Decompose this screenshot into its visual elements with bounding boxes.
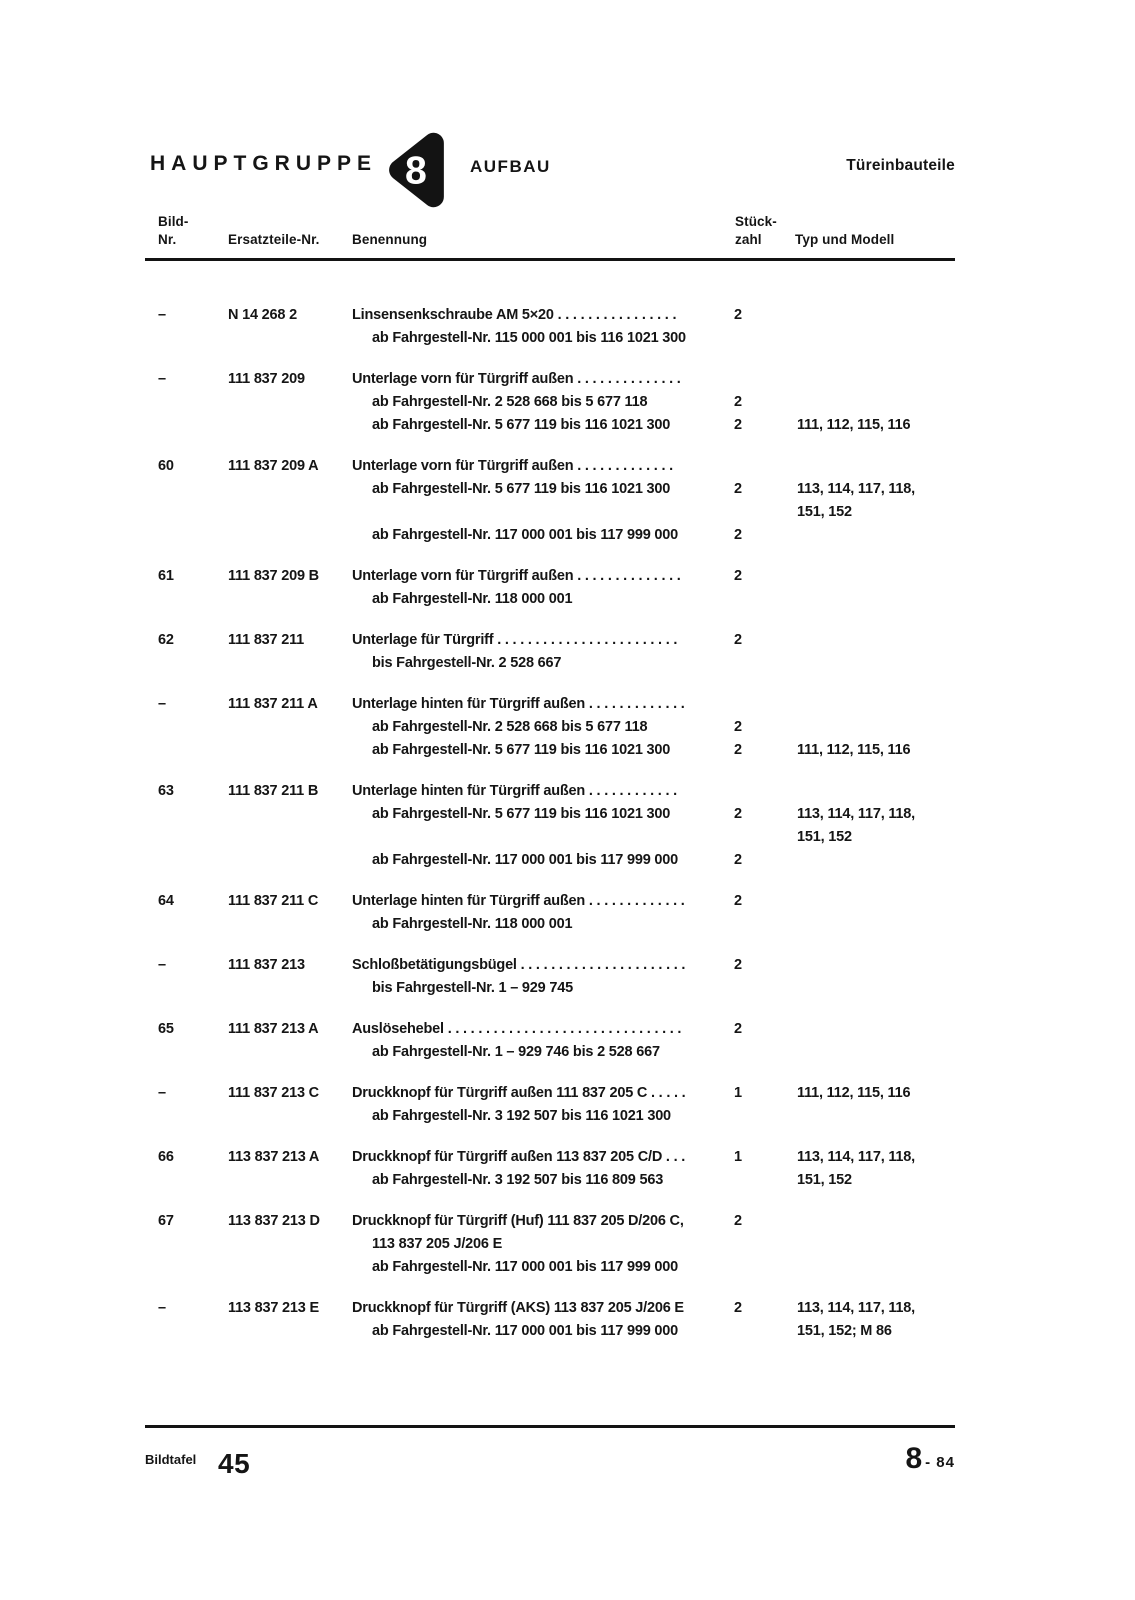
- bild-nr-cell: –: [158, 371, 166, 387]
- table-line: [158, 1041, 958, 1064]
- table-line: [158, 501, 958, 524]
- model-cell: [797, 1018, 958, 1041]
- table-line: [158, 414, 958, 437]
- table-line: [158, 803, 958, 826]
- quantity-cell: [734, 826, 797, 849]
- description-cell: Unterlage vorn für Türgriff außen . . . . . . . . . . . . . .: [352, 371, 681, 387]
- part-number-cell: 111 837 213 A: [228, 1021, 319, 1037]
- bild-nr-cell: 66: [158, 1149, 174, 1165]
- table-row: [158, 693, 958, 762]
- table-line: [158, 1233, 958, 1256]
- quantity-cell: 2: [734, 632, 742, 648]
- bild-nr-cell: –: [158, 957, 166, 973]
- bild-nr-cell: [158, 524, 228, 547]
- description-cell: Druckknopf für Türgriff (Huf) 111 837 205 D/206 C,: [352, 1213, 684, 1229]
- model-cell: 111, 112, 115, 116: [797, 417, 911, 433]
- model-cell: [797, 849, 958, 872]
- model-cell: [797, 1233, 958, 1256]
- description-cell: ab Fahrgestell-Nr. 5 677 119 bis 116 1021 300: [372, 481, 671, 497]
- model-cell: [797, 716, 958, 739]
- table-line: [158, 716, 958, 739]
- description-cell: ab Fahrgestell-Nr. 117 000 001 bis 117 999 000: [372, 1259, 678, 1275]
- quantity-cell: 2: [734, 852, 742, 868]
- model-cell: [797, 1105, 958, 1128]
- part-number-cell: N 14 268 2: [228, 307, 297, 323]
- part-number-cell: [228, 524, 352, 547]
- model-cell: [797, 588, 958, 611]
- model-cell: 111, 112, 115, 116: [797, 1085, 911, 1101]
- part-number-cell: [228, 588, 352, 611]
- column-header-benennung: Benennung: [352, 232, 428, 247]
- quantity-cell: [734, 455, 797, 478]
- quantity-cell: 2: [734, 806, 742, 822]
- header-rule: [145, 258, 955, 261]
- description-cell: bis Fahrgestell-Nr. 2 528 667: [372, 655, 562, 671]
- quantity-cell: 2: [734, 1213, 742, 1229]
- quantity-cell: [734, 327, 797, 350]
- column-header-ersatzteile: Ersatzteile-Nr.: [228, 232, 320, 247]
- table-line: [158, 1169, 958, 1192]
- model-cell: [797, 304, 958, 327]
- group-number-badge-icon: [386, 130, 448, 210]
- quantity-cell: 1: [734, 1149, 742, 1165]
- quantity-cell: 2: [734, 394, 742, 410]
- table-row: [158, 1082, 958, 1128]
- bild-nr-cell: 63: [158, 783, 174, 799]
- bild-nr-cell: [158, 478, 228, 501]
- quantity-cell: [734, 1041, 797, 1064]
- description-cell: ab Fahrgestell-Nr. 118 000 001: [372, 591, 573, 607]
- bild-nr-cell: –: [158, 307, 166, 323]
- model-cell: [797, 368, 958, 391]
- table-line: [158, 977, 958, 1000]
- part-number-cell: [228, 826, 352, 849]
- description-cell: Druckknopf für Türgriff (AKS) 113 837 205 J/206 E: [352, 1300, 684, 1316]
- model-cell: 113, 114, 117, 118,: [797, 1300, 915, 1316]
- quantity-cell: [734, 588, 797, 611]
- table-row: [158, 1210, 958, 1279]
- table-line: [158, 1297, 958, 1320]
- model-cell: 151, 152: [797, 504, 852, 520]
- bild-nr-cell: [158, 1256, 228, 1279]
- model-cell: [797, 954, 958, 977]
- bild-nr-cell: 60: [158, 458, 174, 474]
- quantity-cell: 2: [734, 719, 742, 735]
- model-cell: [797, 391, 958, 414]
- bild-nr-cell: [158, 826, 228, 849]
- bild-nr-cell: [158, 977, 228, 1000]
- bild-nr-cell: 64: [158, 893, 174, 909]
- model-cell: [797, 455, 958, 478]
- table-line: [158, 913, 958, 936]
- bild-nr-cell: 61: [158, 568, 174, 584]
- quantity-cell: [734, 501, 797, 524]
- part-number-cell: [228, 977, 352, 1000]
- description-cell: Unterlage vorn für Türgriff außen . . . . . . . . . . . . . .: [352, 568, 681, 584]
- model-cell: [797, 780, 958, 803]
- model-cell: 151, 152; M 86: [797, 1323, 892, 1339]
- part-number-cell: [228, 739, 352, 762]
- table-row: [158, 565, 958, 611]
- table-row: [158, 1297, 958, 1343]
- parts-table: [158, 304, 958, 1361]
- quantity-cell: [734, 913, 797, 936]
- part-number-cell: 111 837 213: [228, 957, 305, 973]
- quantity-cell: [734, 780, 797, 803]
- model-cell: [797, 1041, 958, 1064]
- part-number-cell: [228, 1256, 352, 1279]
- column-header-typ-modell: Typ und Modell: [795, 232, 895, 247]
- description-cell: ab Fahrgestell-Nr. 5 677 119 bis 116 1021 300: [372, 742, 671, 758]
- part-number-cell: [228, 478, 352, 501]
- page-number-suffix: - 84: [925, 1454, 955, 1471]
- quantity-cell: [734, 1105, 797, 1128]
- table-line: [158, 1320, 958, 1343]
- bild-nr-cell: [158, 739, 228, 762]
- quantity-cell: 2: [734, 568, 742, 584]
- table-line: [158, 1210, 958, 1233]
- bild-nr-cell: [158, 1320, 228, 1343]
- quantity-cell: 2: [734, 1021, 742, 1037]
- part-number-cell: [228, 849, 352, 872]
- quantity-cell: [734, 652, 797, 675]
- bild-nr-cell: [158, 391, 228, 414]
- quantity-cell: 2: [734, 893, 742, 909]
- page-number-group: 8: [905, 1442, 923, 1475]
- part-number-cell: [228, 1320, 352, 1343]
- table-line: [158, 780, 958, 803]
- bild-nr-cell: [158, 1233, 228, 1256]
- part-number-cell: [228, 913, 352, 936]
- description-cell: Druckknopf für Türgriff außen 111 837 205 C . . . . .: [352, 1085, 686, 1101]
- bildtafel-number: 45: [218, 1448, 251, 1479]
- part-number-cell: [228, 501, 352, 524]
- description-cell: Druckknopf für Türgriff außen 113 837 205 C/D . . .: [352, 1149, 686, 1165]
- bild-nr-cell: [158, 414, 228, 437]
- description-cell: Auslösehebel . . . . . . . . . . . . . . . . . . . . . . . . . . . . . . .: [352, 1021, 682, 1037]
- table-row: [158, 304, 958, 350]
- column-header-stueckzahl-line1: Stück-: [735, 214, 777, 229]
- column-header-stueckzahl-line2: zahl: [735, 232, 762, 247]
- table-row: [158, 368, 958, 437]
- table-line: [158, 524, 958, 547]
- model-cell: [797, 1256, 958, 1279]
- quantity-cell: [734, 693, 797, 716]
- part-number-cell: [228, 1105, 352, 1128]
- description-cell: Unterlage hinten für Türgriff außen . . . . . . . . . . . .: [352, 783, 677, 799]
- bild-nr-cell: [158, 1169, 228, 1192]
- description-cell: [352, 501, 734, 524]
- table-line: [158, 826, 958, 849]
- column-header-bild-line2: Nr.: [158, 232, 177, 247]
- section-label: AUFBAU: [470, 157, 551, 176]
- quantity-cell: [734, 1256, 797, 1279]
- description-cell: Unterlage hinten für Türgriff außen . . . . . . . . . . . . .: [352, 696, 685, 712]
- part-number-cell: 111 837 209 B: [228, 568, 319, 584]
- quantity-cell: [734, 1233, 797, 1256]
- model-cell: [797, 565, 958, 588]
- part-number-cell: 111 837 211: [228, 632, 305, 648]
- table-line: [158, 629, 958, 652]
- bild-nr-cell: –: [158, 696, 166, 712]
- description-cell: Unterlage für Türgriff . . . . . . . . . . . . . . . . . . . . . . . .: [352, 632, 678, 648]
- table-line: [158, 849, 958, 872]
- table-line: [158, 890, 958, 913]
- quantity-cell: 2: [734, 481, 742, 497]
- table-line: [158, 1105, 958, 1128]
- model-cell: [797, 327, 958, 350]
- bild-nr-cell: [158, 1105, 228, 1128]
- table-line: [158, 391, 958, 414]
- part-number-cell: 113 837 213 E: [228, 1300, 319, 1316]
- description-cell: ab Fahrgestell-Nr. 117 000 001 bis 117 999 000: [372, 852, 678, 868]
- model-cell: [797, 890, 958, 913]
- model-cell: [797, 629, 958, 652]
- part-number-cell: 111 837 209 A: [228, 458, 319, 474]
- quantity-cell: [734, 1169, 797, 1192]
- table-line: [158, 1082, 958, 1105]
- page-number: [905, 1444, 955, 1474]
- description-cell: Unterlage hinten für Türgriff außen . . . . . . . . . . . . .: [352, 893, 685, 909]
- model-cell: 113, 114, 117, 118,: [797, 481, 915, 497]
- table-line: [158, 478, 958, 501]
- model-cell: 111, 112, 115, 116: [797, 742, 911, 758]
- table-line: [158, 1018, 958, 1041]
- bild-nr-cell: [158, 652, 228, 675]
- part-number-cell: 111 837 211 B: [228, 783, 319, 799]
- description-cell: ab Fahrgestell-Nr. 5 677 119 bis 116 1021 300: [372, 806, 671, 822]
- table-row: [158, 1146, 958, 1192]
- table-line: [158, 1256, 958, 1279]
- table-row: [158, 629, 958, 675]
- description-cell: bis Fahrgestell-Nr. 1 – 929 745: [372, 980, 573, 996]
- quantity-cell: 2: [734, 307, 742, 323]
- description-cell: ab Fahrgestell-Nr. 3 192 507 bis 116 1021 300: [372, 1108, 671, 1124]
- part-number-cell: 113 837 213 D: [228, 1213, 320, 1229]
- part-number-cell: [228, 716, 352, 739]
- part-number-cell: 111 837 211 A: [228, 696, 318, 712]
- hauptgruppe-label: HAUPTGRUPPE: [150, 152, 378, 175]
- table-row: [158, 780, 958, 872]
- quantity-cell: 2: [734, 957, 742, 973]
- model-cell: [797, 652, 958, 675]
- table-line: [158, 954, 958, 977]
- description-cell: ab Fahrgestell-Nr. 2 528 668 bis 5 677 118: [372, 719, 648, 735]
- bild-nr-cell: [158, 1041, 228, 1064]
- table-line: [158, 304, 958, 327]
- part-number-cell: [228, 652, 352, 675]
- quantity-cell: [734, 368, 797, 391]
- description-cell: Unterlage vorn für Türgriff außen . . . . . . . . . . . . .: [352, 458, 673, 474]
- quantity-cell: [734, 1320, 797, 1343]
- part-number-cell: [228, 391, 352, 414]
- page-topic: Türeinbauteile: [846, 157, 955, 174]
- table-line: [158, 327, 958, 350]
- part-number-cell: [228, 414, 352, 437]
- quantity-cell: 1: [734, 1085, 742, 1101]
- bild-nr-cell: –: [158, 1300, 166, 1316]
- table-line: [158, 693, 958, 716]
- part-number-cell: [228, 1169, 352, 1192]
- table-row: [158, 1018, 958, 1064]
- description-cell: ab Fahrgestell-Nr. 115 000 001 bis 116 1021 300: [372, 330, 686, 346]
- part-number-cell: 111 837 213 C: [228, 1085, 319, 1101]
- table-line: [158, 739, 958, 762]
- table-row: [158, 954, 958, 1000]
- bild-nr-cell: 62: [158, 632, 174, 648]
- description-cell: ab Fahrgestell-Nr. 3 192 507 bis 116 809 563: [372, 1172, 664, 1188]
- bild-nr-cell: [158, 588, 228, 611]
- table-line: [158, 565, 958, 588]
- part-number-cell: 113 837 213 A: [228, 1149, 320, 1165]
- model-cell: [797, 977, 958, 1000]
- quantity-cell: 2: [734, 742, 742, 758]
- model-cell: 113, 114, 117, 118,: [797, 806, 915, 822]
- description-cell: Linsensenkschraube AM 5×20 . . . . . . . . . . . . . . . .: [352, 307, 677, 323]
- quantity-cell: 2: [734, 417, 742, 433]
- bild-nr-cell: 67: [158, 1213, 174, 1229]
- table-line: [158, 368, 958, 391]
- part-number-cell: [228, 803, 352, 826]
- footer-rule: [145, 1425, 955, 1428]
- description-cell: ab Fahrgestell-Nr. 5 677 119 bis 116 1021 300: [372, 417, 671, 433]
- table-line: [158, 652, 958, 675]
- description-cell: ab Fahrgestell-Nr. 117 000 001 bis 117 999 000: [372, 527, 678, 543]
- quantity-cell: 2: [734, 1300, 742, 1316]
- description-cell: ab Fahrgestell-Nr. 118 000 001: [372, 916, 573, 932]
- part-number-cell: [228, 327, 352, 350]
- description-cell: [352, 826, 734, 849]
- bild-nr-cell: [158, 501, 228, 524]
- description-cell: Schloßbetätigungsbügel . . . . . . . . . . . . . . . . . . . . . .: [352, 957, 686, 973]
- part-number-cell: [228, 1041, 352, 1064]
- model-cell: 151, 152: [797, 1172, 852, 1188]
- model-cell: 151, 152: [797, 829, 852, 845]
- model-cell: [797, 524, 958, 547]
- description-cell: ab Fahrgestell-Nr. 2 528 668 bis 5 677 118: [372, 394, 648, 410]
- bildtafel-label: Bildtafel: [145, 1452, 197, 1467]
- model-cell: [797, 1210, 958, 1233]
- bild-nr-cell: [158, 849, 228, 872]
- table-row: [158, 890, 958, 936]
- table-line: [158, 455, 958, 478]
- model-cell: [797, 693, 958, 716]
- part-number-cell: 111 837 211 C: [228, 893, 319, 909]
- column-header-bild-line1: Bild-: [158, 214, 189, 229]
- part-number-cell: 111 837 209: [228, 371, 305, 387]
- description-cell: 113 837 205 J/206 E: [372, 1236, 503, 1252]
- model-cell: [797, 913, 958, 936]
- bild-nr-cell: [158, 913, 228, 936]
- table-line: [158, 588, 958, 611]
- part-number-cell: [228, 1233, 352, 1256]
- group-number: 8: [405, 148, 427, 193]
- model-cell: 113, 114, 117, 118,: [797, 1149, 915, 1165]
- bild-nr-cell: 65: [158, 1021, 174, 1037]
- description-cell: ab Fahrgestell-Nr. 117 000 001 bis 117 999 000: [372, 1323, 678, 1339]
- bild-nr-cell: –: [158, 1085, 166, 1101]
- table-line: [158, 1146, 958, 1169]
- bild-nr-cell: [158, 716, 228, 739]
- quantity-cell: 2: [734, 527, 742, 543]
- description-cell: ab Fahrgestell-Nr. 1 – 929 746 bis 2 528 667: [372, 1044, 660, 1060]
- quantity-cell: [734, 977, 797, 1000]
- bild-nr-cell: [158, 803, 228, 826]
- bild-nr-cell: [158, 327, 228, 350]
- table-row: [158, 455, 958, 547]
